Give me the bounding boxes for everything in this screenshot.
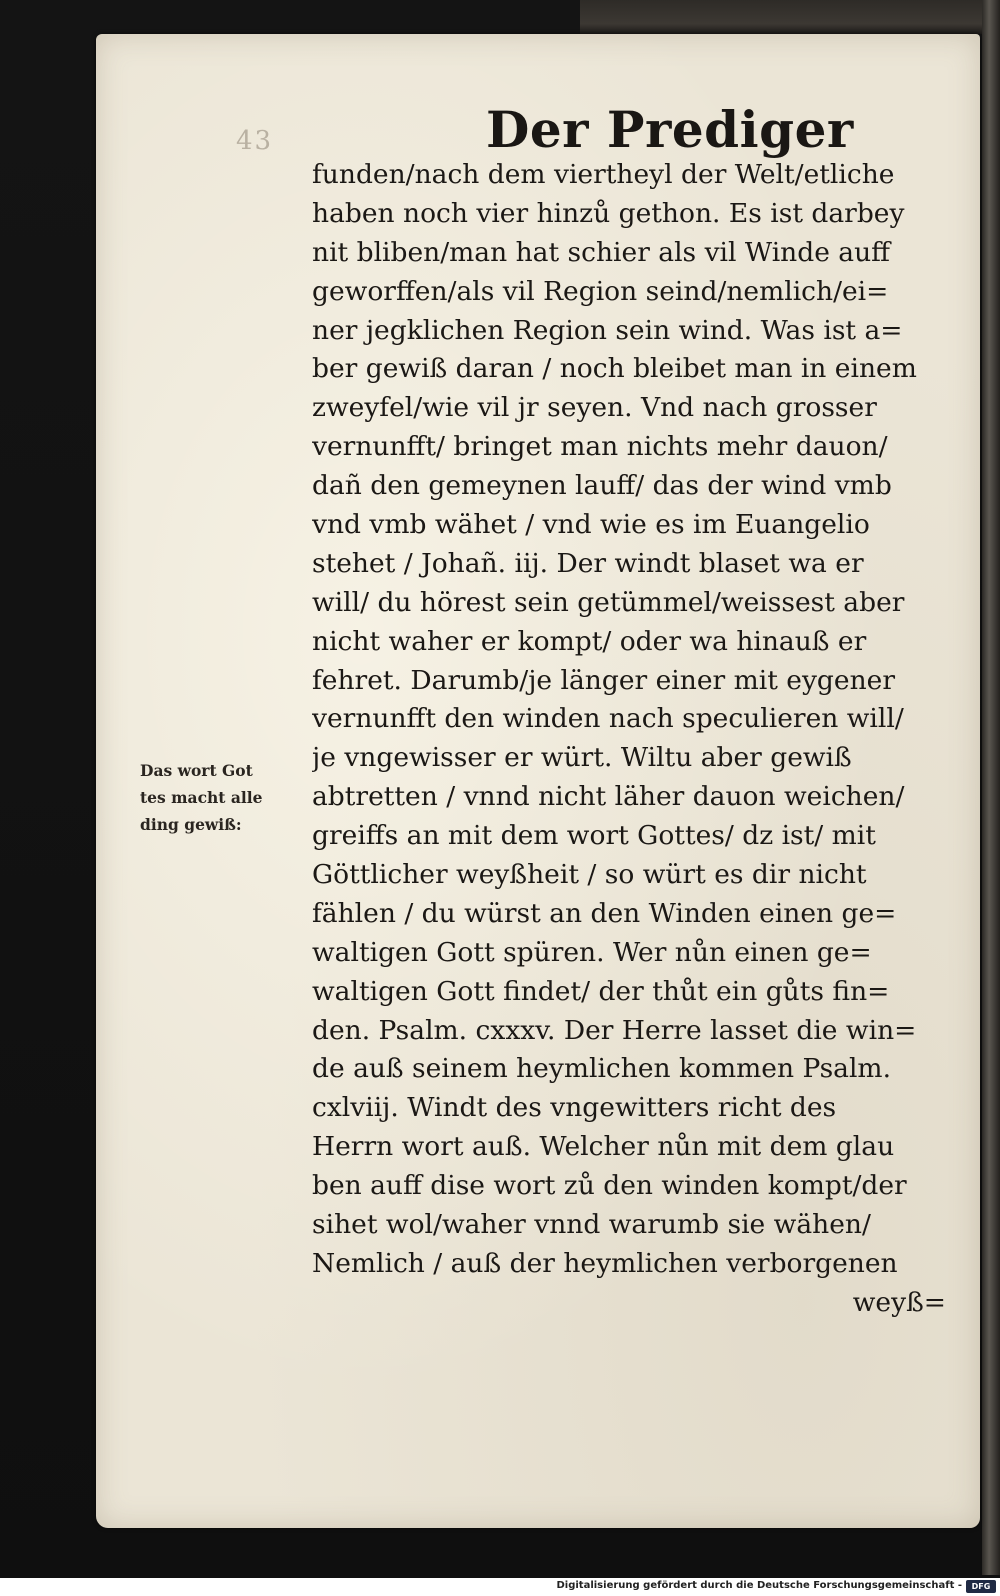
text-line: fehret. Darumb/je länger einer mit eygener [312,664,895,696]
text-line: greiffs an mit dem wort Gottes/ dz ist/ mit [312,820,876,852]
dfg-logo-icon: DFG [966,1580,996,1593]
page-number: 43 [236,126,274,156]
margin-note [140,757,310,838]
text-line: Herrn wort auß. Welcher nůn mit dem glau [312,1131,895,1163]
margin-note-line: tes macht alle [140,788,263,807]
text-line: funden/nach dem viertheyl der Welt/etliche [312,159,895,190]
text-line: will/ du hörest sein getümmel/weissest aber [312,586,905,618]
text-line: nit bliben/man hat schier als vil Winde auff [312,236,891,268]
body-text [312,156,952,1323]
margin-note-line: Das wort Got [140,761,253,780]
text-line: ner jegklichen Region sein wind. Was ist a= [312,314,903,346]
text-line: ber gewiß daran / noch bleibet man in einem [312,353,917,385]
text-line: waltigen Gott findet/ der thůt ein gůts fin= [312,975,890,1007]
scan-top-strip [580,0,982,34]
text-line: vnd vmb wähet / vnd wie es im Euangelio [312,509,870,541]
text-line: nicht waher er kompt/ oder wa hinauß er [312,625,867,657]
catchword: weyß= [852,1286,946,1318]
text-line: vernunfft den winden nach speculieren will/ [312,703,904,735]
book-page [96,34,980,1528]
text-line: ben auff dise wort zů den winden kompt/der [312,1170,907,1202]
text-line: vernunfft/ bringet man nichts mehr dauon/ [312,431,888,463]
text-line: den. Psalm. cxxxv. Der Herre lasset die win= [312,1014,917,1046]
text-line: sihet wol/waher vnnd warumb sie wähen/ [312,1209,871,1241]
footer-credit: Digitalisierung gefördert durch die Deutsche Forschungsgemeinschaft - [556,1580,962,1591]
footer-bar [0,1578,1000,1596]
text-line: stehet / Johañ. iij. Der windt blaset wa er [312,547,864,579]
text-line: dañ den gemeynen lauff/ das der wind vmb [312,470,892,502]
text-line: zweyfel/wie vil jr seyen. Vnd nach grosser [312,392,877,424]
text-line: haben noch vier hinzů gethon. Es ist darbey [312,197,905,229]
text-line: de auß seinem heymlichen kommen Psalm. [312,1053,891,1085]
text-line: Göttlicher weyßheit / so würt es dir nicht [312,859,867,891]
scan-right-edge [982,0,1000,1575]
text-line: abtretten / vnnd nicht läher dauon weichen/ [312,781,905,813]
text-line: fählen / du würst an den Winden einen ge= [312,897,897,929]
text-line: waltigen Gott spüren. Wer nůn einen ge= [312,936,872,968]
running-head: Der Prediger [486,100,854,159]
text-line: je vngewisser er würt. Wiltu aber gewiß [312,742,852,774]
text-line: cxlviij. Windt des vngewitters richt des [312,1092,837,1124]
text-line: Nemlich / auß der heymlichen verborgenen [312,1247,898,1279]
margin-note-line: ding gewiß: [140,815,242,834]
text-line: geworffen/als vil Region seind/nemlich/ei= [312,275,889,307]
